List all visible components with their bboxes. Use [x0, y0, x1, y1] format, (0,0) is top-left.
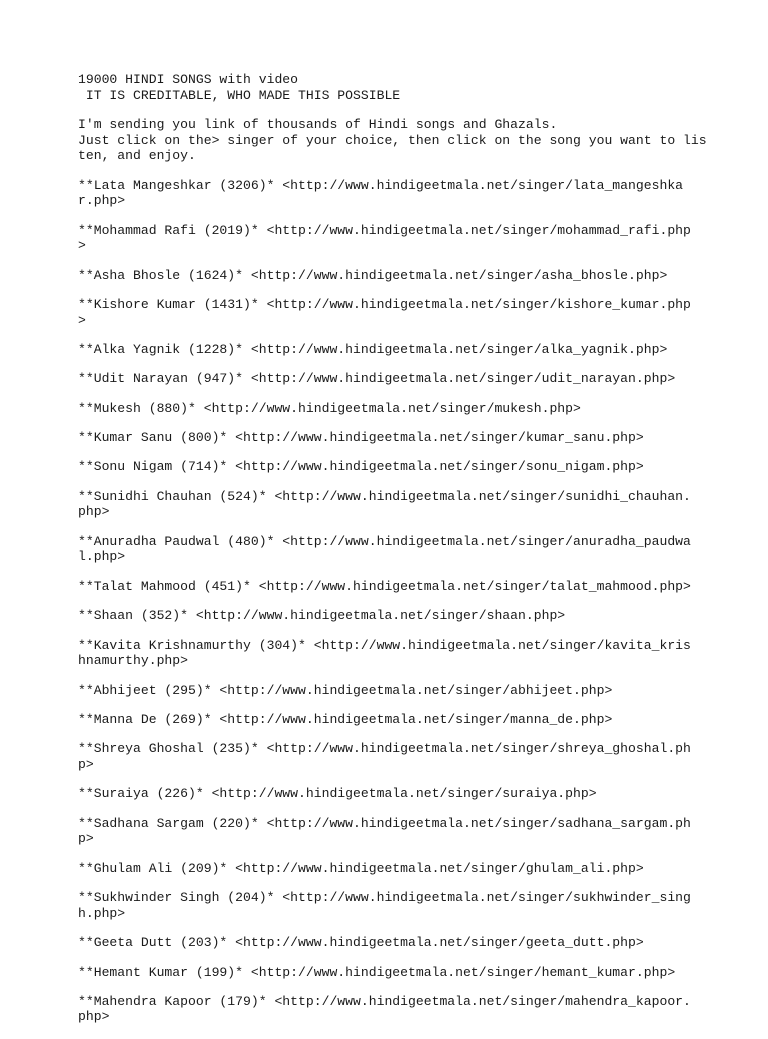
- singer-entry-shreya-ghoshal[interactable]: **Shreya Ghoshal (235)* <http://www.hindigeetmala.net/singer/shreya_ghoshal.php>: [78, 741, 691, 772]
- singer-entry-talat-mahmood[interactable]: **Talat Mahmood (451)* <http://www.hindigeetmala.net/singer/talat_mahmood.php>: [78, 578, 691, 594]
- singer-list: [78, 178, 698, 1026]
- document-title: 19000 HINDI SONGS with video: [78, 72, 299, 87]
- singer-entry-lata-mangeshkar[interactable]: **Lata Mangeshkar (3206)* <http://www.hindigeetmala.net/singer/lata_mangeshkar.php>: [78, 177, 684, 209]
- document-page: [78, 72, 707, 1039]
- intro-line-3: ten, and enjoy.: [78, 148, 196, 164]
- document-subtitle: IT IS CREDITABLE, WHO MADE THIS POSSIBLE: [78, 87, 401, 103]
- singer-entry-ghulam-ali[interactable]: **Ghulam Ali (209)* <http://www.hindigeetmala.net/singer/ghulam_ali.php>: [78, 860, 644, 876]
- singer-entry-hemant-kumar[interactable]: **Hemant Kumar (199)* <http://www.hindigeetmala.net/singer/hemant_kumar.php>: [78, 964, 676, 980]
- singer-entry-mukesh[interactable]: **Mukesh (880)* <http://www.hindigeetmala.net/singer/mukesh.php>: [78, 400, 581, 416]
- singer-entry-kumar-sanu[interactable]: **Kumar Sanu (800)* <http://www.hindigeetmala.net/singer/kumar_sanu.php>: [78, 430, 644, 446]
- singer-entry-alka-yagnik[interactable]: **Alka Yagnik (1228)* <http://www.hindigeetmala.net/singer/alka_yagnik.php>: [78, 341, 668, 357]
- singer-entry-sonu-nigam[interactable]: **Sonu Nigam (714)* <http://www.hindigeetmala.net/singer/sonu_nigam.php>: [78, 459, 644, 475]
- singer-entry-kavita-krishnamurthy[interactable]: **Kavita Krishnamurthy (304)* <http://www.hindigeetmala.net/singer/kavita_krishnamurthy.php>: [78, 637, 691, 669]
- intro-line-1: I'm sending you link of thousands of Hindi songs and Ghazals.: [78, 116, 558, 132]
- singer-entry-sunidhi-chauhan[interactable]: **Sunidhi Chauhan (524)* <http://www.hindigeetmala.net/singer/sunidhi_chauhan.php>: [78, 488, 691, 520]
- singer-entry-mohammad-rafi[interactable]: **Mohammad Rafi (2019)* <http://www.hindigeetmala.net/singer/mohammad_rafi.php>: [78, 222, 691, 254]
- singer-entry-mahendra-kapoor[interactable]: **Mahendra Kapoor (179)* <http://www.hindigeetmala.net/singer/mahendra_kapoor.php>: [78, 993, 691, 1025]
- singer-entry-manna-de[interactable]: **Manna De (269)* <http://www.hindigeetmala.net/singer/manna_de.php>: [78, 711, 613, 727]
- singer-entry-asha-bhosle[interactable]: **Asha Bhosle (1624)* <http://www.hindigeetmala.net/singer/asha_bhosle.php>: [78, 267, 668, 283]
- singer-entry-geeta-dutt[interactable]: **Geeta Dutt (203)* <http://www.hindigeetmala.net/singer/geeta_dutt.php>: [78, 935, 644, 951]
- singer-entry-udit-narayan[interactable]: **Udit Narayan (947)* <http://www.hindigeetmala.net/singer/udit_narayan.php>: [78, 371, 676, 387]
- singer-entry-kishore-kumar[interactable]: **Kishore Kumar (1431)* <http://www.hindigeetmala.net/singer/kishore_kumar.php>: [78, 296, 691, 328]
- singer-entry-suraiya[interactable]: **Suraiya (226)* <http://www.hindigeetmala.net/singer/suraiya.php>: [78, 786, 597, 802]
- singer-entry-abhijeet[interactable]: **Abhijeet (295)* <http://www.hindigeetmala.net/singer/abhijeet.php>: [78, 682, 613, 698]
- singer-entry-sadhana-sargam[interactable]: **Sadhana Sargam (220)* <http://www.hindigeetmala.net/singer/sadhana_sargam.php>: [78, 815, 691, 847]
- intro-line-2: Just click on the> singer of your choice, then click on the song you want to lis: [78, 132, 707, 148]
- singer-entry-shaan[interactable]: **Shaan (352)* <http://www.hindigeetmala.net/singer/shaan.php>: [78, 608, 566, 624]
- singer-entry-anuradha-paudwal[interactable]: **Anuradha Paudwal (480)* <http://www.hindigeetmala.net/singer/anuradha_paudwal.php>: [78, 533, 691, 565]
- singer-entry-sukhwinder-singh[interactable]: **Sukhwinder Singh (204)* <http://www.hindigeetmala.net/singer/sukhwinder_singh.php>: [78, 890, 691, 921]
